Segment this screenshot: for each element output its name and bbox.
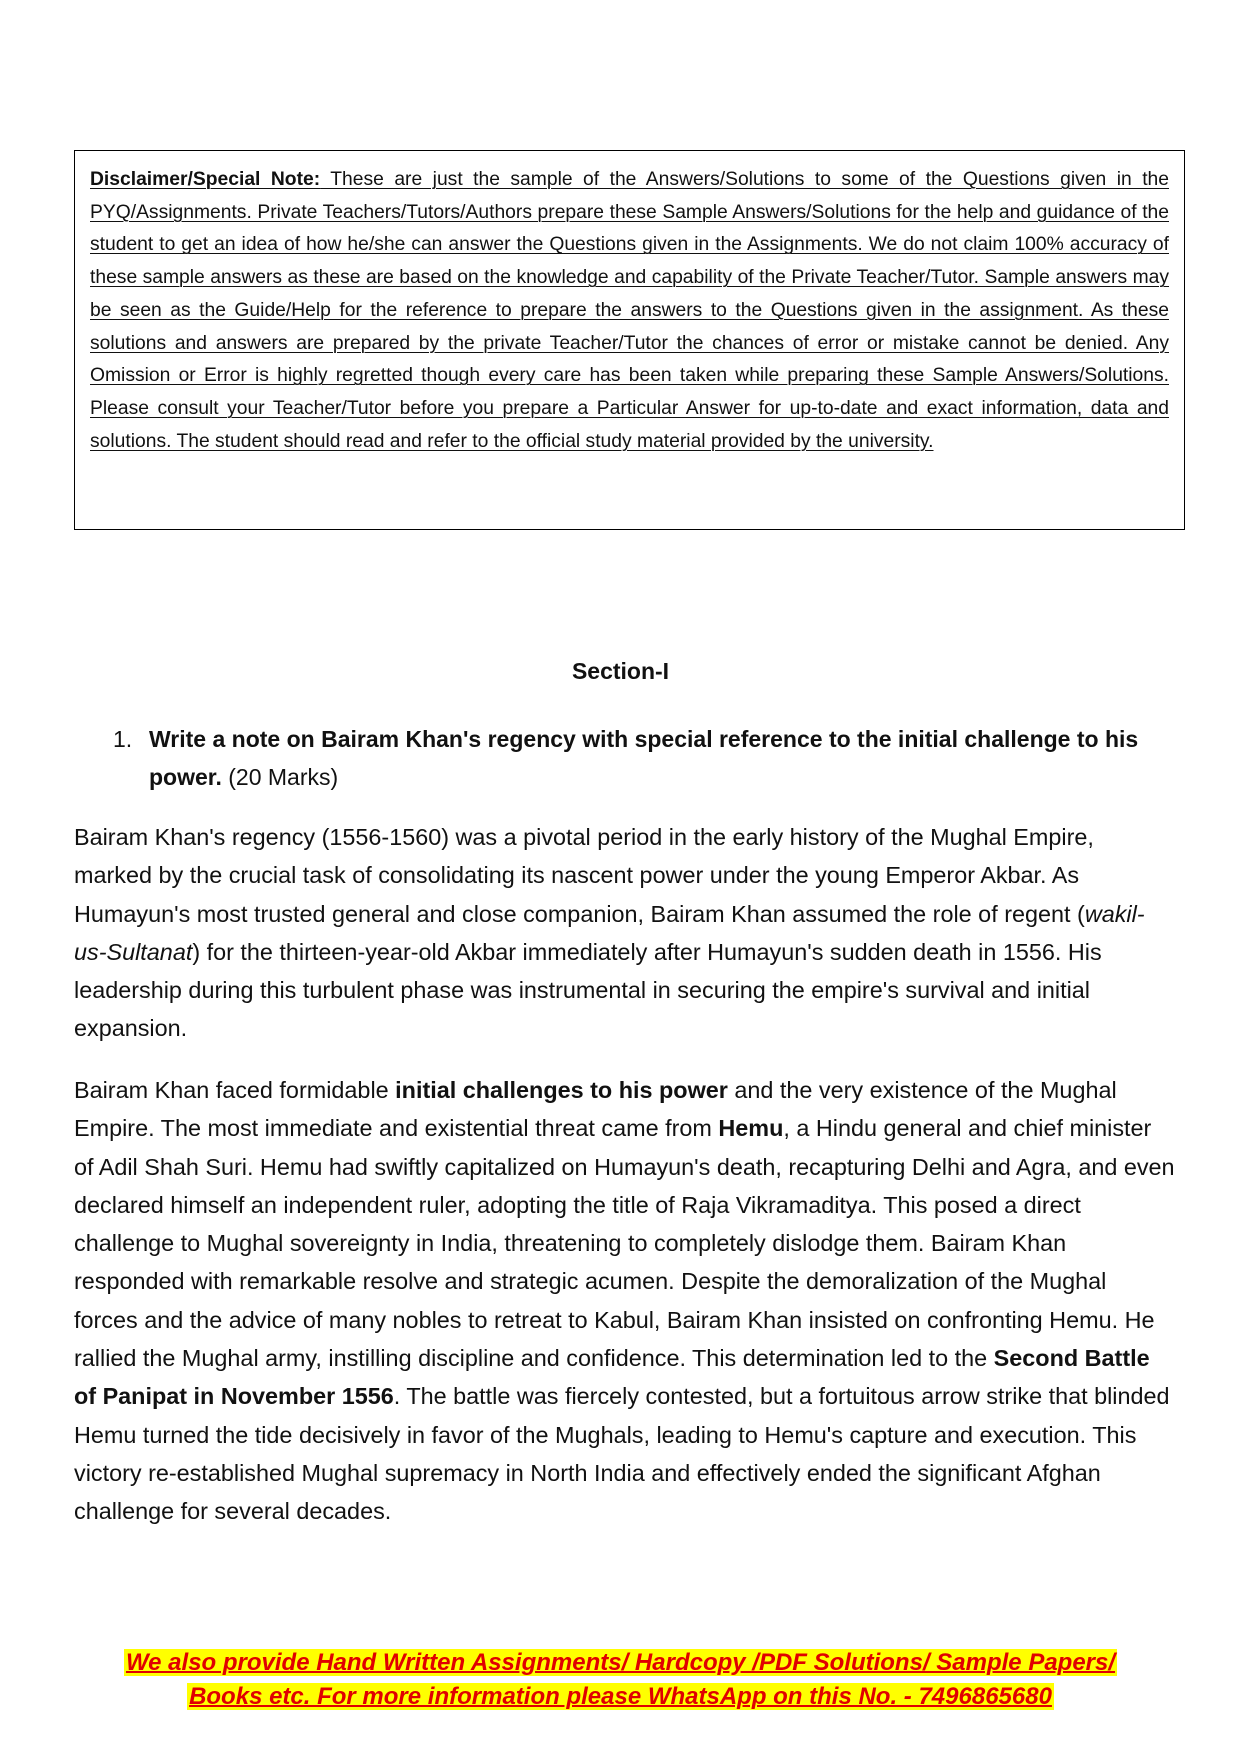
question-number: 1. <box>113 726 133 752</box>
paragraph-1-part-2: ) for the thirteen-year-old Akbar immediately after Humayun's sudden death in 1556. His leadership during this turbulent phase was instrumental in securing the empire's survival and initial expansion. <box>74 938 1102 1042</box>
disclaimer-box <box>74 150 1185 530</box>
paragraph-2-part-4: . The battle was fiercely contested, but a fortuitous arrow strike that blinded Hemu turned the tide decisively in favor of the Mughals, leading to Hemu's capture and execution. This victory re-established Mughal supremacy in North India and effectively ended the significant Afghan challenge for several decades. <box>74 1383 1170 1525</box>
question-text-block <box>149 720 1173 796</box>
paragraph-2-part-2: and the very existence of the Mughal Empire. The most immediate and existential threat came from <box>74 1077 1117 1142</box>
paragraph-2-bold-2: Hemu <box>718 1115 784 1142</box>
section-title: Section-I <box>571 658 670 684</box>
question-text: Write a note on Bairam Khan's regency with special reference to the initial challenge to his power. <box>149 726 1139 790</box>
question-marks: (20 Marks) <box>221 764 339 790</box>
footer-line-2: Books etc. For more information please WhatsApp on this No. - 7496865680 <box>189 1683 1052 1710</box>
answer-paragraph-2 <box>74 1071 1176 1531</box>
paragraph-1-part-1: Bairam Khan's regency (1556-1560) was a pivotal period in the early history of the Mughal Empire, marked by the crucial task of consolidating its nascent power under the young Emperor Akbar. As Humayun's most trusted general and close companion, Bairam Khan assumed the role of regent ( <box>74 824 1094 927</box>
disclaimer-label: Disclaimer/Special Note: <box>90 169 321 190</box>
disclaimer-text: These are just the sample of the Answers/Solutions to some of the Questions given in the PYQ/Assignments. Private Teachers/Tutors/Authors prepare these Sample Answers/Solutions for the help and guidance of the student to get an idea of how he/she can answer the Questions given in the Assignments. We do not claim 100% accuracy of these sample answers as these are based on the knowledge and capability of the Private Teacher/Tutor. Sample answers may be seen as the Guide/Help for the reference to prepare the answers to the Questions given in the assignment. As these solutions and answers are prepared by the private Teacher/Tutor the chances of error or mistake cannot be denied. Any Omission or Error is highly regretted though every care has been taken while preparing these Sample Answers/Solutions. Please consult your Teacher/Tutor before you prepare a Particular Answer for up-to-date and exact information, data and solutions. The student should read and refer to the official study material provided by the university. <box>90 169 1169 452</box>
footer-promo <box>0 1646 1241 1714</box>
paragraph-1-term: wakil-us-Sultanat <box>74 900 1145 965</box>
answer-paragraph-1 <box>74 818 1176 1048</box>
question-item <box>113 720 1173 796</box>
footer-line-1: We also provide Hand Written Assignments/ Hardcopy /PDF Solutions/ Sample Papers/ <box>125 1649 1116 1676</box>
paragraph-2-bold-1: initial challenges to his power <box>395 1077 728 1103</box>
paragraph-2-part-1: Bairam Khan faced formidable <box>74 1077 396 1103</box>
paragraph-2-bold-3: Second Battle of Panipat in November 1556 <box>74 1345 1150 1410</box>
paragraph-2-part-3: , a Hindu general and chief minister of Adil Shah Suri. Hemu had swiftly capitalized on Humayun's death, recapturing Delhi and Agra, and even declared himself an independent ruler, adopting the title of Raja Vikramaditya. This posed a direct challenge to Mughal sovereignty in India, threatening to completely dislodge them. Bairam Khan responded with remarkable resolve and strategic acumen. Despite the demoralization of the Mughal forces and the advice of many nobles to retreat to Kabul, Bairam Khan insisted on confronting Hemu. He rallied the Mughal army, instilling discipline and confidence. This determination led to the <box>74 1115 1175 1372</box>
